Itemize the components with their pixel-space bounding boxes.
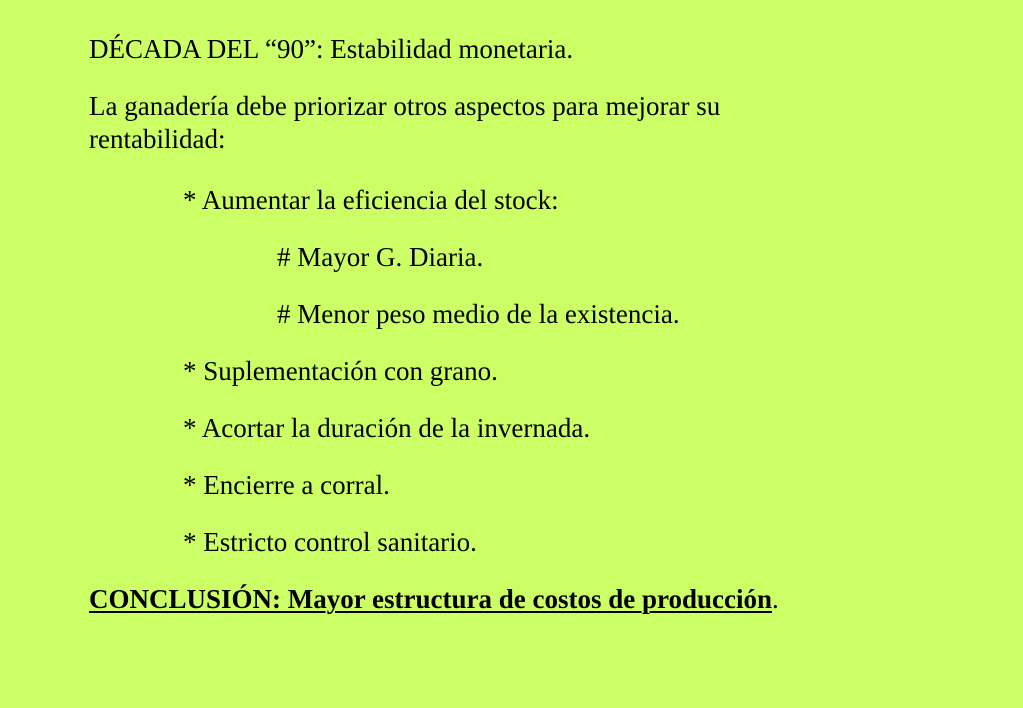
bullet-encierre-corral: * Encierre a corral. bbox=[183, 470, 390, 500]
conclusion-text: CONCLUSIÓN: Mayor estructura de costos de producción bbox=[89, 584, 772, 614]
subbullet-mayor-g-diaria: # Mayor G. Diaria. bbox=[277, 242, 484, 272]
heading: DÉCADA DEL “90”: Estabilidad monetaria. bbox=[89, 34, 574, 64]
bullet-control-sanitario: * Estricto control sanitario. bbox=[183, 527, 477, 557]
bullet-aumentar-eficiencia: * Aumentar la eficiencia del stock: bbox=[183, 185, 559, 215]
conclusion-period: . bbox=[771, 584, 779, 614]
conclusion-line bbox=[89, 583, 779, 616]
intro-text: La ganadería debe priorizar otros aspectos para mejorar su rentabilidad: bbox=[89, 91, 721, 154]
subbullet-menor-peso: # Menor peso medio de la existencia. bbox=[277, 299, 680, 329]
bullet-acortar-invernada: * Acortar la duración de la invernada. bbox=[183, 413, 591, 443]
bullet-suplementacion: * Suplementación con grano. bbox=[183, 356, 498, 386]
